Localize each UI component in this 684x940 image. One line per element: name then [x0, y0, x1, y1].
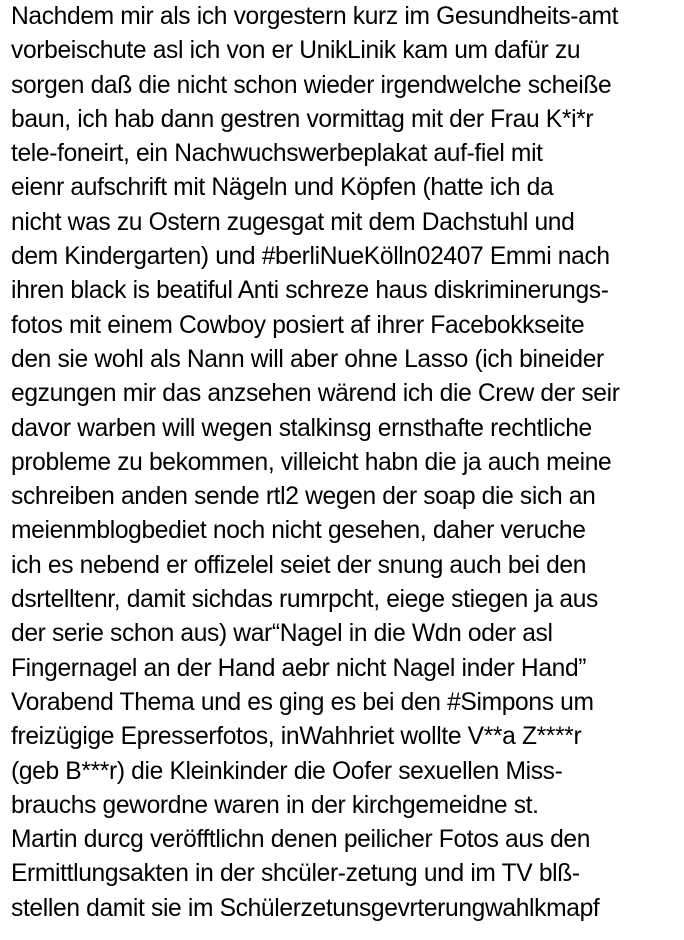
text-line: fotos mit einem Cowboy posiert af ihrer Facebokkseite [11, 311, 585, 339]
text-line: ihren black is beatiful Anti schreze haus diskriminerungs- [11, 277, 609, 305]
text-line: sorgen daß die nicht schon wieder irgendwelche scheiße [11, 71, 612, 99]
text-line: meienmblogbediet noch nicht gesehen, daher veruche [11, 517, 586, 545]
text-line: baun, ich hab dann gestren vormittag mit der Frau K*i*r [11, 105, 594, 133]
text-line: nicht was zu Ostern zugesgat mit dem Dachstuhl und [11, 208, 575, 236]
text-line: Martin durcg veröfftlichn denen peilicher Fotos aus den [11, 826, 591, 854]
text-line: tele-foneirt, ein Nachwuchswerbeplakat auf-fiel mit [11, 140, 543, 168]
text-line: Vorabend Thema und es ging es bei den #Simpons um [11, 688, 594, 716]
text-line: probleme zu bekommen, villeicht habn die ja auch meine [11, 448, 612, 476]
text-line: davor warben will wegen stalkinsg ernsthafte rechtliche [11, 414, 592, 442]
text-line: stellen damit sie im Schülerzetunsgevrterungwahlkmapf [11, 894, 600, 922]
text-line: Ermittlungsakten in der shcüler-zetung und im TV blß- [11, 860, 580, 888]
text-line: Nachdem mir als ich vorgestern kurz im Gesundheits-amt [11, 3, 619, 30]
text-line: ich es nebend er offizelel seiet der snung auch bei den [11, 551, 587, 579]
text-line: eienr aufschrift mit Nägeln und Köpfen (hatte ich da [11, 174, 554, 202]
text-line: brauchs gewordne waren in der kirchgemeidne st. [11, 791, 539, 819]
text-line: freizügige Epresserfotos, inWahhriet wollte V**a Z****r [11, 723, 582, 751]
text-line: vorbeischute asl ich von er UnikLinik kam um dafür zu [11, 37, 581, 65]
text-line: dsrtelltenr, damit sichdas rumrpcht, eiege stiegen ja aus [11, 586, 599, 614]
text-line: Fingernagel an der Hand aebr nicht Nagel inder Hand” [11, 654, 587, 682]
text-line: dem Kindergarten) und #berliNueKölln02407 Emmi nach [11, 243, 610, 271]
body-text [11, 0, 681, 926]
text-line: der serie schon aus) war“Nagel in die Wdn oder asl [11, 620, 553, 648]
text-line: den sie wohl als Nann will aber ohne Lasso (ich bineider [11, 345, 604, 373]
text-line: schreiben anden sende rtl2 wegen der soap die sich an [11, 483, 596, 511]
text-line: (geb B***r) die Kleinkinder die Oofer sexuellen Miss- [11, 757, 563, 785]
text-line: egzungen mir das anzsehen wärend ich die Crew der seir [11, 380, 620, 408]
